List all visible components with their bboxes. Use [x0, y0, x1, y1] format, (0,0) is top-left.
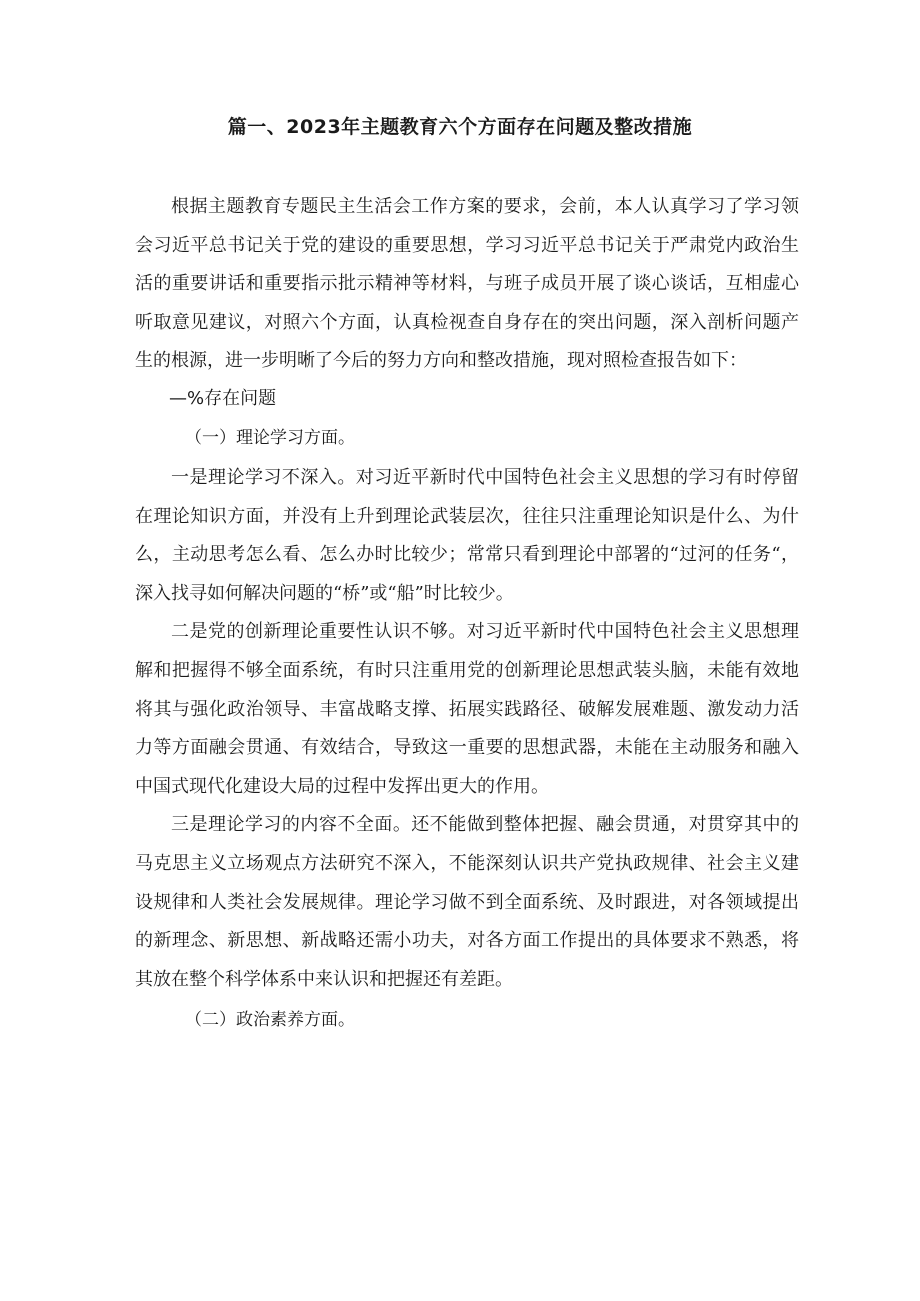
paragraph-theory-incomplete: 三是理论学习的内容不全面。还不能做到整体把握、融会贯通，对贯穿其中的马克思主义立场观点方法研究不深入，不能深刻认识共产党执政规律、社会主义建设规律和人类社会发展规律。理论学习做不到全面系统、及时跟进，对各领域提出的新理念、新思想、新战略还需小功夫，对各方面工作提出的具体要求不熟悉，将其放在整个科学体系中来认识和把握还有差距。	[135, 814, 799, 990]
document-body	[135, 188, 799, 1041]
paragraph-innovation-theory: 二是党的创新理论重要性认识不够。对习近平新时代中国特色社会主义思想理解和把握得不够全面系统，有时只注重用党的创新理论思想武装头脑，未能有效地将其与强化政治领导、丰富战略支撑、拓展实践路径、破解发展难题、激发动力活力等方面融会贯通、有效结合，导致这一重要的思想武器，未能在主动服务和融入中国式现代化建设大局的过程中发挥出更大的作用。	[135, 621, 799, 797]
document-title: 篇一、2023年主题教育六个方面存在问题及整改措施	[227, 116, 693, 138]
subsection-heading-political: （二）政治素养方面。	[185, 1010, 355, 1031]
paragraph-theory-not-deep: 一是理论学习不深入。对习近平新时代中国特色社会主义思想的学习有时停留在理论知识方面，并没有上升到理论武装层次，往往只注重理论知识是什么、为什么，主动思考怎么看、怎么办时比较少；常常只看到理论中部署的“过河的任务“，深入找寻如何解决问题的“桥”或“船”时比较少。	[135, 466, 799, 604]
subsection-heading-theory: （一）理论学习方面。	[185, 427, 355, 448]
section-heading-problems: —%存在问题	[169, 387, 277, 409]
intro-paragraph: 根据主题教育专题民主生活会工作方案的要求，会前，本人认真学习了学习领会习近平总书记关于党的建设的重要思想，学习习近平总书记关于严肃党内政治生活的重要讲话和重要指示批示精神等材料，与班子成员开展了谈心谈话，互相虚心听取意见建议，对照六个方面，认真检视查自身存在的突出问题，深入剖析问题产生的根源，进一步明晰了今后的努力方向和整改措施，现对照检查报告如下：	[135, 196, 799, 372]
